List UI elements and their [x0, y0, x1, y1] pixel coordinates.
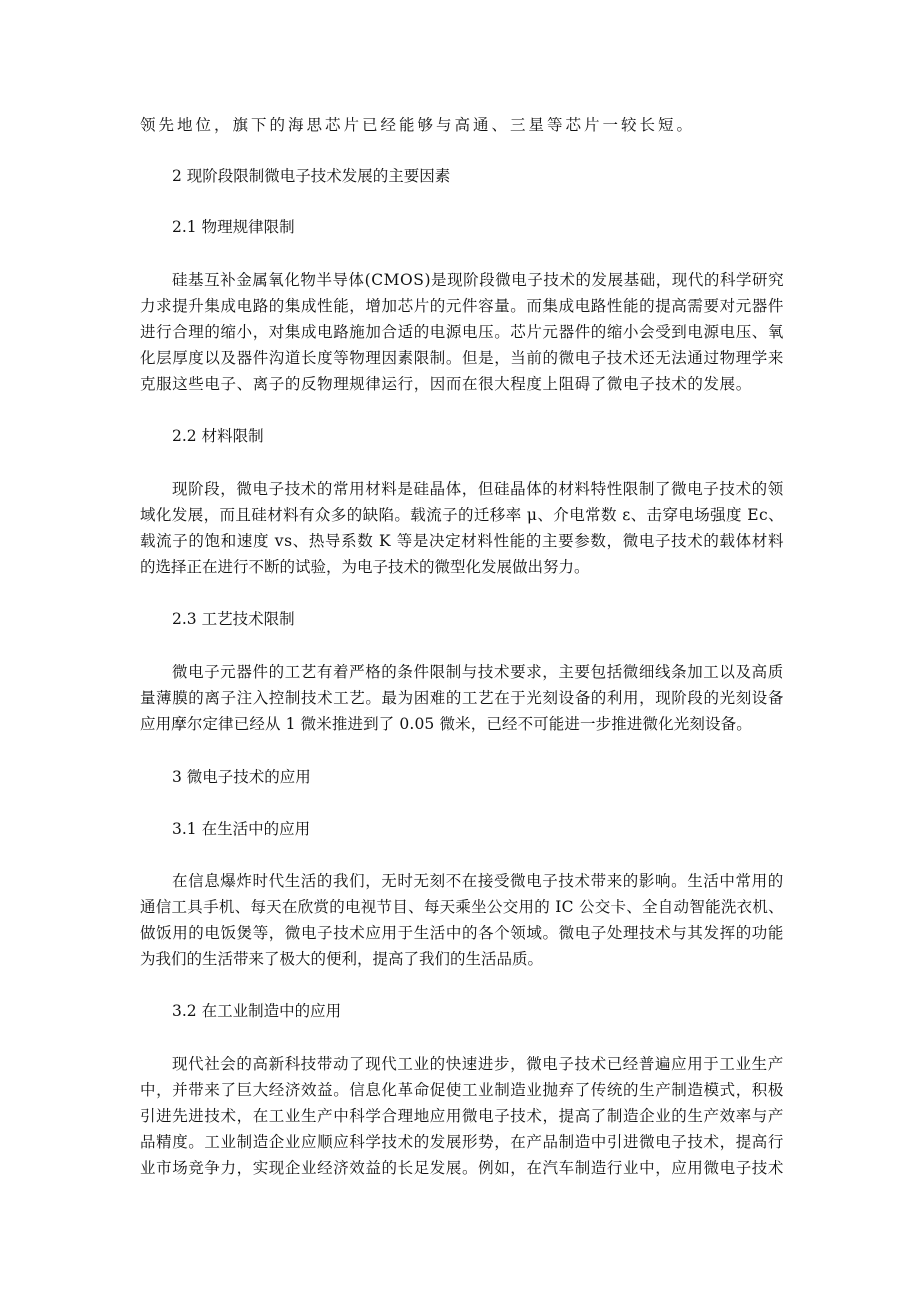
text-line: 化层厚度以及器件沟道长度等物理因素限制。但是，当前的微电子技术还无法通过物理学来	[140, 349, 785, 367]
section-heading: 3 微电子技术的应用	[172, 768, 311, 786]
text-line: 品精度。工业制造企业应顺应科学技术的发展形势，在产品制造中引进微电子技术，提高行	[140, 1133, 785, 1151]
text-line: 力求提升集成电路的集成性能，增加芯片的元件容量。而集成电路性能的提高需要对元器件	[140, 297, 785, 315]
subsection-heading: 2.2 材料限制	[172, 427, 264, 445]
text-line: 微电子元器件的工艺有着严格的条件限制与技术要求，主要包括微细线条加工以及高质	[172, 663, 784, 681]
text-line: 为我们的生活带来了极大的便利，提高了我们的生活品质。	[140, 950, 544, 968]
text-line: 载流子的饱和速度 vs、热导系数 K 等是决定材料性能的主要参数，微电子技术的载体材料	[140, 532, 785, 550]
text-line: 量薄膜的离子注入控制技术工艺。最为困难的工艺在于光刻设备的利用，现阶段的光刻设备	[140, 689, 785, 707]
text-line: 在信息爆炸时代生活的我们，无时无刻不在接受微电子技术带来的影响。生活中常用的	[172, 872, 784, 890]
text-line: 现阶段，微电子技术的常用材料是硅晶体，但硅晶体的材料特性限制了微电子技术的领	[172, 480, 784, 498]
text-line: 通信工具手机、每天在欣赏的电视节目、每天乘坐公交用的 IC 公交卡、全自动智能洗衣机、	[140, 898, 784, 916]
text-line: 现代社会的高新科技带动了现代工业的快速进步，微电子技术已经普遍应用于工业生产	[172, 1055, 784, 1073]
text-line: 中，并带来了巨大经济效益。信息化革命促使工业制造业抛弃了传统的生产制造模式，积极	[140, 1081, 785, 1099]
subsection-heading: 2.3 工艺技术限制	[172, 610, 295, 628]
text-line: 做饭用的电饭煲等，微电子技术应用于生活中的各个领域。微电子处理技术与其发挥的功能	[140, 924, 785, 942]
text-line: 克服这些电子、离子的反物理规律运行，因而在很大程度上阻碍了微电子技术的发展。	[140, 375, 752, 393]
text-line: 领先地位，旗下的海思芯片已经能够与高通、三星等芯片一较长短。	[140, 116, 696, 134]
text-line: 引进先进技术，在工业生产中科学合理地应用微电子技术，提高了制造企业的生产效率与产	[140, 1107, 785, 1125]
text-line: 域化发展，而且硅材料有众多的缺陷。载流子的迁移率 μ、介电常数 ε、击穿电场强度 Ec、	[140, 506, 784, 524]
subsection-heading: 3.2 在工业制造中的应用	[172, 1002, 342, 1020]
text-line: 业市场竞争力，实现企业经济效益的长足发展。例如，在汽车制造行业中，应用微电子技术	[140, 1159, 785, 1177]
text-line: 应用摩尔定律已经从 1 微米推进到了 0.05 微米，已经不可能进一步推进微化光刻设备。	[140, 715, 752, 733]
section-heading: 2 现阶段限制微电子技术发展的主要因素	[172, 167, 451, 185]
text-line: 进行合理的缩小，对集成电路施加合适的电源电压。芯片元器件的缩小会受到电源电压、氧	[140, 323, 785, 341]
subsection-heading: 3.1 在生活中的应用	[172, 820, 311, 838]
text-line: 的选择正在进行不断的试验，为电子技术的微型化发展做出努力。	[140, 558, 590, 576]
subsection-heading: 2.1 物理规律限制	[172, 218, 295, 236]
text-line: 硅基互补金属氧化物半导体(CMOS)是现阶段微电子技术的发展基础，现代的科学研究	[172, 271, 785, 289]
